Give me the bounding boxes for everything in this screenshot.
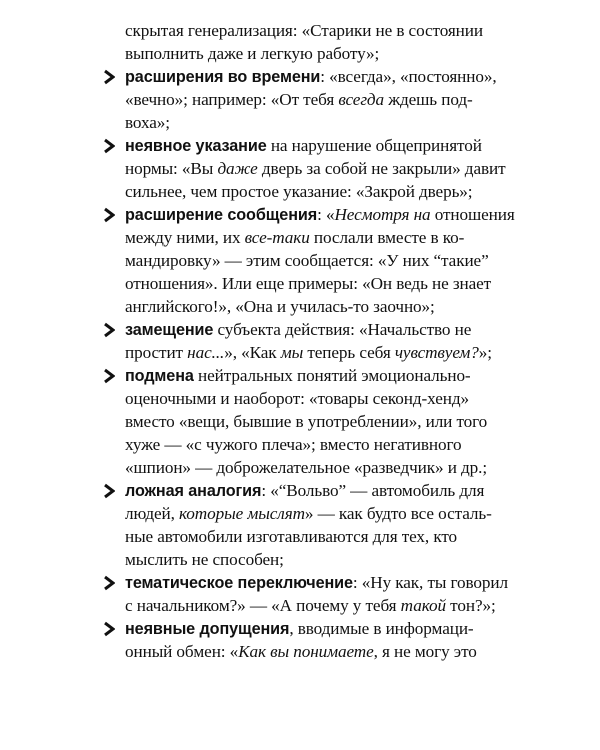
term: замещение: [125, 321, 214, 339]
text-line: мыслить не способен;: [125, 550, 284, 569]
text-line: мандировку» — этим сообщается: «У них “такие”: [125, 251, 489, 270]
text-line: замещение субъекта действия: «Начальство не: [125, 320, 472, 339]
text-line: нормы: «Вы даже дверь за собой не закрыли» давит: [125, 159, 506, 178]
text-line: выполнить даже и легкую работу»;: [125, 44, 380, 63]
bullet-arrow-icon: [103, 69, 117, 87]
bullet-arrow-icon: [103, 207, 117, 225]
bullet-arrow-icon: [103, 575, 117, 593]
bullet-arrow-icon: [103, 322, 117, 340]
text-line: хуже — «с чужого плеча»; вместо негативного: [125, 435, 462, 454]
text-line: расширение сообщения: «Несмотря на отношения: [125, 205, 515, 224]
text-line: онный обмен: «Как вы понимаете, я не могу это: [125, 642, 477, 661]
text-line: людей, которые мыслят» — как будто все осталь-: [125, 504, 492, 523]
text-line: отношения». Или еще примеры: «Он ведь не знает: [125, 274, 492, 293]
text-line: скрытая генерализация: «Старики не в состоянии: [125, 21, 483, 40]
text-line: тематическое переключение: «Ну как, ты говорил: [125, 573, 508, 592]
bullet-arrow-icon: [103, 368, 117, 386]
text-line: неявные допущения, вводимые в информаци-: [125, 619, 474, 638]
text-line: ложная аналогия: «“Вольво” — автомобиль для: [125, 481, 485, 500]
term: ложная аналогия: [125, 482, 262, 500]
term: подмена: [125, 367, 194, 385]
text-line: простит нас...», «Как мы теперь себя чувствуем?»;: [125, 343, 492, 362]
term: расширение сообщения: [125, 206, 318, 224]
text-line: между ними, их все-таки послали вместе в ко-: [125, 228, 465, 247]
term: тематическое переключение: [125, 574, 353, 592]
text-line: неявное указание на нарушение общепринятой: [125, 136, 482, 155]
text-line: расширения во времени: «всегда», «постоянно»,: [125, 67, 497, 86]
text-line: ные автомобили изготавливаются для тех, кто: [125, 527, 458, 546]
term: расширения во времени: [125, 68, 321, 86]
term: неявное указание: [125, 137, 267, 155]
text-line: воха»;: [125, 113, 170, 132]
text-line: «шпион» — доброжелательное «разведчик» и др.;: [125, 458, 488, 477]
text-line: английского!», «Она и училась-то заочно»;: [125, 297, 435, 316]
text-line: сильнее, чем простое указание: «Закрой дверь»;: [125, 182, 473, 201]
text-line: оценочными и наоборот: «товары секонд-хенд»: [125, 389, 469, 408]
term: неявные допущения: [125, 620, 290, 638]
bullet-arrow-icon: [103, 483, 117, 501]
text-line: подмена нейтральных понятий эмоционально-: [125, 366, 471, 385]
bullet-arrow-icon: [103, 138, 117, 156]
bullet-arrow-icon: [103, 621, 117, 639]
text-line: с начальником?» — «А почему у тебя такой тон?»;: [125, 596, 496, 615]
text-line: «вечно»; например: «От тебя всегда ждешь под-: [125, 90, 473, 109]
text-line: вместо «вещи, бывшие в употреблении», или того: [125, 412, 488, 431]
